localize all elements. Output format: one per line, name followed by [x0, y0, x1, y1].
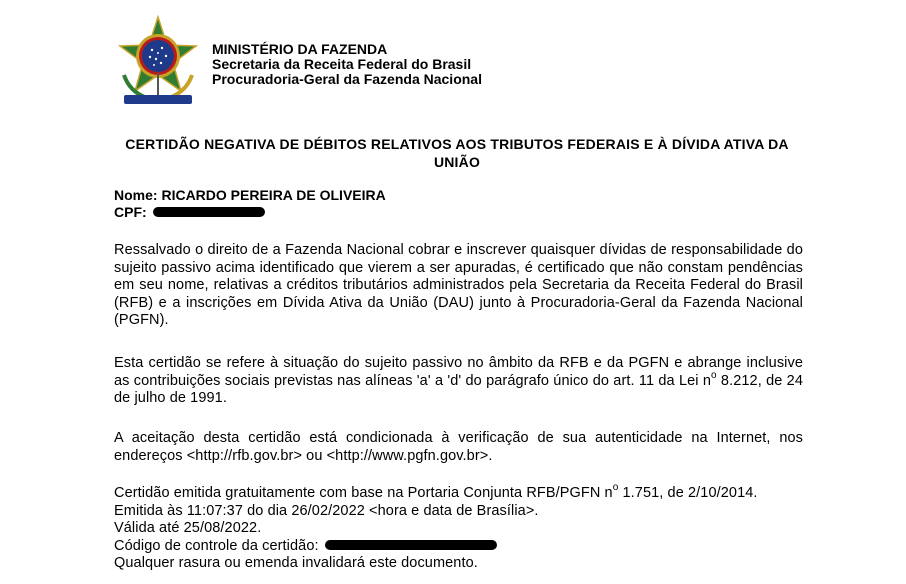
- legal-basis-line: [114, 482, 803, 503]
- control-code-label: Código de controle da certidão:: [114, 537, 323, 554]
- issued-at-line: Emitida às 11:07:37 do dia 26/02/2022 <hora e data de Brasília>.: [114, 502, 539, 519]
- numero-sup-footer: o: [612, 482, 619, 494]
- tamper-warning-line: Qualquer rasura ou emenda invalidará este documento.: [114, 555, 478, 571]
- control-code-redaction-mark: [325, 540, 497, 550]
- valid-until-line: Válida até 25/08/2022.: [114, 520, 262, 536]
- cpf-label: CPF:: [114, 204, 151, 220]
- numero-sup: o: [711, 369, 717, 381]
- issuance-details: [114, 482, 803, 573]
- legal-basis-text: Certidão emitida gratuitamente com base na Portaria Conjunta RFB/PGFN n: [114, 485, 613, 501]
- brazil-coat-of-arms-icon: [116, 15, 200, 107]
- secretariat-name: Secretaria da Receita Federal do Brasil: [212, 56, 472, 72]
- issuer-header: [212, 42, 482, 87]
- name-value: RICARDO PEREIRA DE OLIVEIRA: [161, 187, 386, 203]
- legal-basis-text-end: 1.751, de 2/10/2014.: [618, 485, 758, 501]
- certification-paragraph: Ressalvado o direito de a Fazenda Nacional cobrar e inscrever quaisquer dívidas de responsabilidade do sujeito passivo acima identificado que vierem a ser apuradas, é certificado que não constam pendências em seu nome, relativas a créditos tributários administrados pela Secretaria da Receita Federal do Brasil (RFB) e a inscrições em Dívida Ativa da União (DAU) junto à Procuradoria-Geral da Fazenda Nacional (PGFN).: [114, 242, 803, 328]
- cpf-redaction-mark: [153, 207, 265, 217]
- cpf-row: [114, 204, 386, 221]
- scope-text: Esta certidão se refere à situação do sujeito passivo no âmbito da RFB e da PGFN e abrange inclusive as contribuições sociais previstas nas alíneas 'a' a 'd' do parágrafo único do art. 11 da Lei n: [114, 355, 803, 389]
- taxpayer-identification: [114, 187, 386, 221]
- name-label: Nome:: [114, 187, 162, 203]
- ministry-name: MINISTÉRIO DA FAZENDA: [212, 41, 388, 57]
- control-code-line: [114, 538, 803, 556]
- name-row: [114, 187, 386, 204]
- scope-text-end: 8.212, de 24 de julho de 1991.: [114, 372, 803, 406]
- certificate-title: CERTIDÃO NEGATIVA DE DÉBITOS RELATIVOS AOS TRIBUTOS FEDERAIS E À DÍVIDA ATIVA DA UNIÃO: [125, 136, 789, 170]
- scope-paragraph: [114, 355, 803, 408]
- verification-paragraph: A aceitação desta certidão está condicionada à verificação de sua autenticidade na Internet, nos endereços <http://rfb.gov.br> ou <http://www.pgfn.gov.br>.: [114, 430, 803, 464]
- procuradoria-name: Procuradoria-Geral da Fazenda Nacional: [212, 71, 482, 87]
